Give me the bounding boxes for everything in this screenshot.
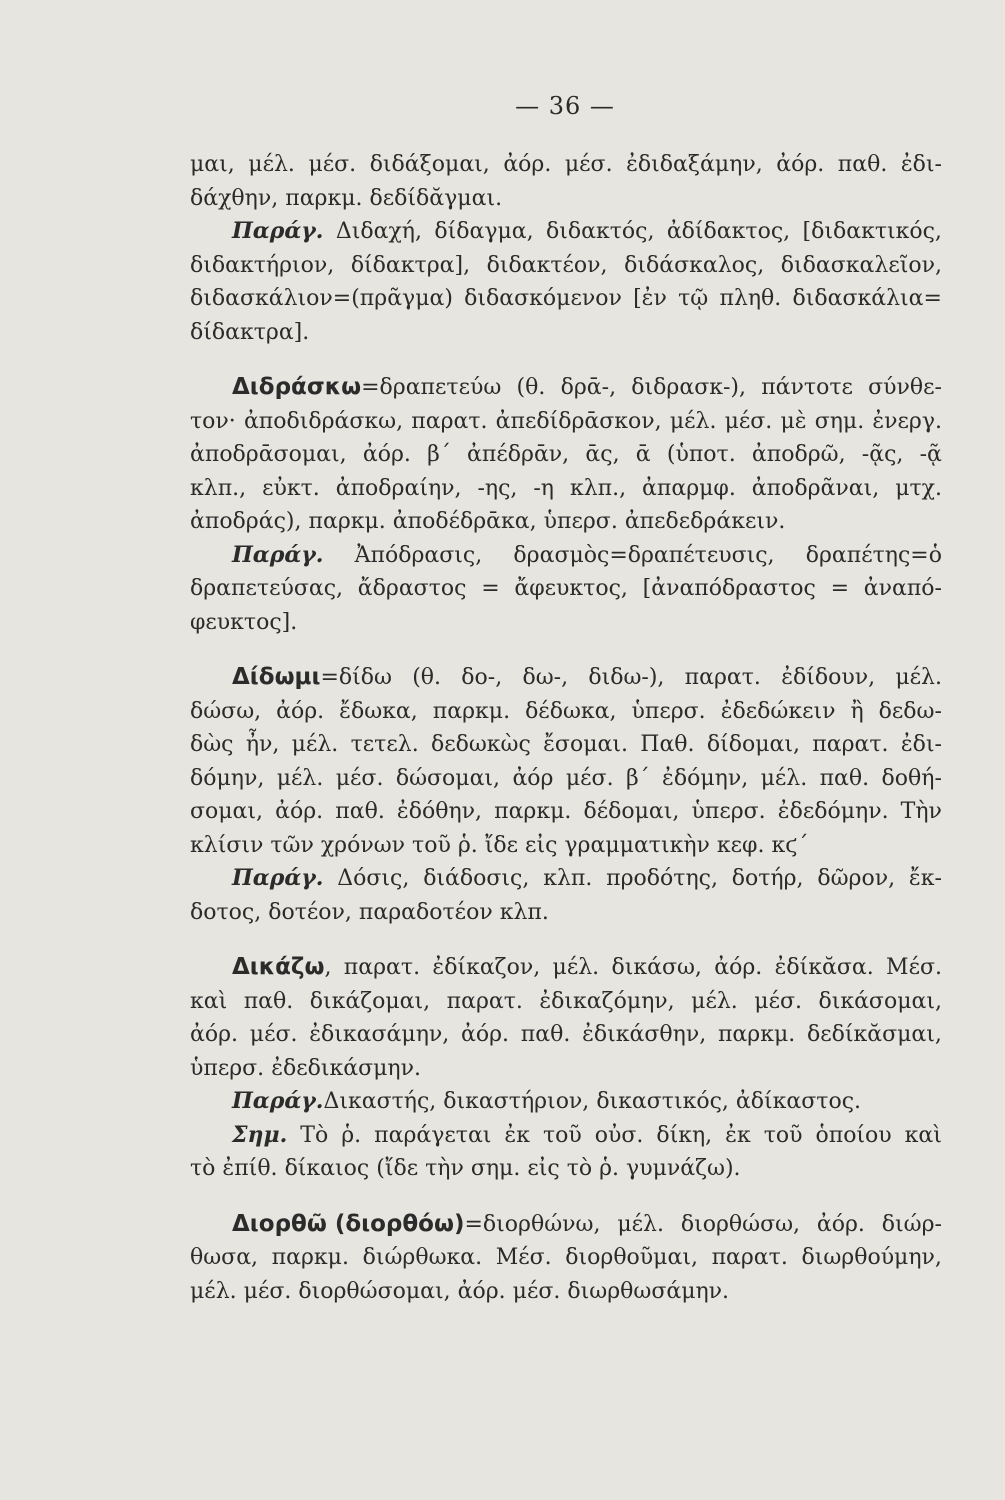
text-line	[190, 572, 942, 606]
word: ἀπέδρᾱν,	[467, 442, 570, 467]
word: σύνθε-	[868, 375, 942, 400]
word: διδρασκ-),	[631, 375, 746, 400]
word: οὐσ.	[594, 1122, 644, 1148]
word: ἐδίκαζον,	[432, 955, 541, 980]
word: =διορθώνω,	[464, 1211, 601, 1237]
text-line	[190, 438, 942, 472]
word: ἐνεργ.	[872, 408, 942, 434]
word: διωρθωσάμην.	[567, 1278, 730, 1304]
word: τοῦ	[412, 832, 451, 858]
word: παρκμ.	[285, 185, 363, 211]
word: παρκμ.	[717, 1022, 796, 1047]
word: δίκαιος	[284, 1156, 370, 1181]
word: μέσ.	[243, 1278, 292, 1304]
word: ὑπερσ.	[631, 698, 706, 724]
word: Τὸ	[300, 1122, 329, 1148]
text-line	[190, 316, 942, 350]
word: ἄφευκτος,	[514, 576, 628, 601]
word: μέσ.	[754, 988, 802, 1014]
word: ῥ.	[457, 832, 478, 858]
word: προδότης,	[606, 866, 718, 891]
word: ἐκ	[504, 1122, 530, 1148]
word: ἐδίδουν,	[781, 665, 876, 690]
word: δεδίκᾰσμαι,	[807, 1022, 942, 1047]
word: δώσομαι,	[395, 765, 501, 791]
word: ῥ.	[599, 1156, 620, 1181]
word: δρᾱ-,	[560, 375, 617, 400]
dictionary-entry	[190, 661, 942, 929]
word: σημ.	[814, 408, 865, 434]
word: παθ.	[819, 765, 870, 791]
word: διωρθούμην,	[801, 1245, 942, 1270]
word: διώρ-	[881, 1211, 942, 1237]
word: διδασκαλεῖον,	[780, 252, 942, 278]
line-lead	[232, 1119, 287, 1153]
line-lead	[232, 951, 331, 985]
word: ,	[324, 955, 332, 980]
dictionary-entry	[190, 371, 942, 639]
headword: Διορθῶ (διορθόω)	[232, 1210, 465, 1237]
section-keyword: Παράγ.	[232, 1088, 324, 1114]
word: εἰς	[525, 832, 558, 858]
text-line	[190, 728, 942, 762]
word: -η	[533, 475, 554, 501]
line-lead	[232, 215, 323, 249]
line-lead	[232, 862, 323, 896]
text-line	[190, 148, 942, 182]
word: μὲ	[780, 408, 807, 434]
word: =	[830, 576, 849, 601]
line-lead	[232, 539, 323, 573]
word: διορθώσομαι,	[298, 1278, 451, 1304]
word: τον·	[190, 408, 236, 434]
line-lead	[232, 1208, 600, 1242]
word: μέσ.	[335, 765, 384, 791]
word: μέσ.	[249, 1022, 298, 1047]
word: διώρθωκα.	[362, 1245, 483, 1270]
word: παρκμ.	[432, 698, 511, 724]
word: ἔσομαι.	[543, 732, 628, 757]
word: διδασκάλια=	[792, 286, 942, 311]
word: κλπ.,	[190, 475, 247, 501]
word: μέλ.	[669, 408, 717, 434]
word: δικάσομαι,	[818, 988, 942, 1014]
word: διδακτέον,	[486, 252, 608, 278]
word: ἀδίδακτος,	[666, 219, 791, 244]
word: δοθή-	[881, 765, 942, 791]
word: μέλ.	[617, 1211, 664, 1237]
word: ἀόρ.	[276, 698, 325, 724]
text-line	[190, 1152, 942, 1186]
word: δω-,	[522, 665, 569, 690]
word: διδάσκαλος,	[624, 252, 765, 278]
word: παθ.	[335, 799, 385, 824]
section-keyword: Παράγ.	[232, 218, 324, 244]
word: φευκτος].	[190, 609, 298, 635]
word: σημ.	[470, 1156, 521, 1181]
dictionary-entry	[190, 148, 942, 349]
word: θωσα,	[190, 1245, 259, 1270]
word: παθ.	[520, 1022, 571, 1047]
word: τοῦ	[763, 1122, 803, 1148]
text-line	[190, 182, 942, 216]
text-line	[190, 215, 942, 249]
word: ἐδόμην,	[662, 765, 749, 791]
text-line	[190, 1275, 942, 1309]
entry-spacer	[190, 639, 942, 661]
word: μέλ.	[190, 1278, 237, 1304]
word: ἴδε	[484, 832, 519, 858]
entry-spacer	[190, 1186, 942, 1208]
word: (θ.	[412, 665, 442, 690]
word: κλπ.,	[569, 475, 627, 501]
word: γραμματικὴν	[564, 832, 710, 858]
word: μέλ.	[760, 765, 808, 791]
word: εὐκτ.	[262, 475, 320, 501]
word: δοτήρ,	[731, 866, 804, 891]
word: ἔδωκα,	[339, 698, 418, 724]
word: ὑπερσ.	[190, 1055, 265, 1081]
word: ὑπερσ.	[543, 509, 618, 534]
word: ἦν,	[245, 732, 280, 757]
word: ἀποδρᾶναι,	[751, 475, 880, 501]
word: διδακτός,	[546, 219, 655, 244]
text-line	[190, 661, 942, 695]
word: ἀπεδεδράκειν.	[624, 509, 786, 534]
word: μέσ.	[512, 1278, 561, 1304]
word: δίκη,	[656, 1122, 713, 1148]
section-keyword: Σημ.	[232, 1121, 288, 1148]
word: μέλ.	[276, 765, 324, 791]
word: δεδω-	[878, 698, 942, 724]
word: διορθοῦμαι,	[565, 1245, 698, 1270]
word: ἐπίθ.	[222, 1156, 278, 1181]
page-body	[190, 148, 942, 1308]
word: παράγεται	[374, 1122, 492, 1148]
word: παρατ.	[812, 732, 889, 757]
word: Τὴν	[900, 799, 942, 824]
word: ἐδικαζόμην,	[539, 988, 675, 1014]
word: τῷ	[678, 286, 709, 311]
word: δεδωκὼς	[430, 732, 531, 757]
word: δώσω,	[190, 698, 262, 724]
word: διδω-),	[588, 665, 665, 690]
word: ἀπεδίδρᾱσκον,	[495, 408, 662, 434]
word: δικάσω,	[611, 955, 702, 980]
word: δρασμὸς=δραπέτευσις,	[513, 542, 775, 568]
word: τὸ	[566, 1156, 593, 1181]
word: μέλ.	[691, 988, 738, 1014]
word: [διδακτικός,	[802, 219, 942, 244]
word: ἔκ-	[908, 866, 942, 891]
word: παρκμ.	[271, 1245, 349, 1270]
text-line	[190, 896, 942, 930]
word: δικάζομαι,	[309, 988, 431, 1014]
headword: Δίδωμι	[232, 664, 321, 690]
word: παρκμ.	[494, 799, 572, 824]
word: μέλ.	[248, 152, 295, 177]
text-line	[190, 862, 942, 896]
word: -ᾷ	[919, 442, 942, 467]
word: δοτέον,	[268, 899, 352, 925]
word: τῶν	[270, 832, 314, 858]
word: εἰς	[527, 1156, 560, 1181]
word: δραπέτης=ὁ	[805, 542, 942, 568]
word: δικαστικός,	[596, 1089, 729, 1114]
word: β΄	[625, 765, 650, 791]
word: ἀποδιδράσκω,	[243, 408, 404, 434]
text-line	[190, 1052, 942, 1086]
word: ὁποίου	[815, 1122, 892, 1148]
text-line	[190, 282, 942, 316]
word: =δραπετεύω	[361, 375, 502, 400]
word: -ης,	[477, 475, 518, 501]
word: β΄	[427, 442, 451, 467]
word: παρατ.	[446, 988, 523, 1014]
word: ἀποδράς),	[190, 509, 302, 534]
text-line	[190, 405, 942, 439]
word: δραπετεύσας,	[190, 576, 344, 601]
word: ἀναπό-	[863, 576, 942, 601]
word: ῥ.	[341, 1122, 362, 1148]
word: διορθώσω,	[680, 1211, 801, 1237]
word: ἀόρ.	[275, 799, 324, 824]
word: παραδοτέον	[358, 899, 493, 925]
line-lead	[232, 371, 501, 405]
word: μέσ.	[564, 152, 613, 177]
word: ἀόρ	[512, 765, 554, 791]
word: Μέσ.	[886, 955, 942, 980]
word: μέλ.	[552, 955, 600, 980]
page-number: — 36 —	[515, 92, 615, 120]
word: δέδωκα,	[525, 698, 617, 724]
dictionary-entry	[190, 1208, 942, 1309]
word: ἐδόθην,	[396, 799, 483, 824]
word: δὼς	[190, 732, 234, 757]
line-lead	[232, 661, 392, 695]
word: διάδοσις,	[423, 866, 530, 891]
word: παρατ.	[411, 408, 488, 434]
word: Παθ.	[640, 732, 695, 757]
text-line	[190, 985, 942, 1019]
word: τὸ	[190, 1156, 216, 1181]
word: ἐδι-	[900, 152, 942, 177]
text-line	[190, 795, 942, 829]
word: ἐδι-	[900, 732, 942, 757]
word: τετελ.	[350, 732, 419, 757]
word: =δίδω	[320, 665, 392, 690]
word: ἐδίκᾰσα.	[774, 955, 874, 980]
word: κλπ.	[543, 866, 593, 891]
text-line	[190, 539, 942, 573]
dictionary-entry	[190, 951, 942, 1186]
text-line	[190, 695, 942, 729]
text-line	[190, 1241, 942, 1275]
headword: Διδράσκω	[232, 374, 362, 400]
word: ἀόρ.	[461, 1022, 510, 1047]
section-keyword: Παράγ.	[232, 865, 324, 891]
word: Μέσ.	[495, 1245, 552, 1270]
word: ἢ	[850, 698, 864, 724]
word: σομαι,	[190, 799, 264, 824]
word: παθ.	[243, 988, 294, 1014]
word: ἀόρ.	[503, 152, 552, 177]
word: δίδακτρα].	[190, 319, 310, 345]
word: παρατ.	[343, 955, 421, 980]
word: δικαστήριον,	[443, 1089, 590, 1114]
text-line	[190, 472, 942, 506]
word: δο-,	[461, 665, 503, 690]
word: [ἀναπόδραστος	[642, 576, 816, 601]
word: δοτος,	[190, 899, 262, 925]
entry-spacer	[190, 349, 942, 371]
word: ἐδεδόμην.	[777, 799, 889, 824]
text-line	[190, 606, 942, 640]
word: κεφ.	[716, 832, 765, 858]
word: μέσ.	[724, 408, 773, 434]
text-line	[190, 1119, 942, 1153]
word: ἀόρ.	[776, 152, 825, 177]
word: (ὑποτ.	[666, 442, 736, 467]
word: μτχ.	[895, 475, 942, 501]
word: ἀποδραίην,	[335, 475, 462, 501]
word: ἀόρ.	[714, 955, 763, 980]
word: κϛ΄	[771, 832, 809, 858]
word: δεδίδᾰγμαι.	[369, 185, 503, 211]
word: τοῦ	[542, 1122, 582, 1148]
word: τὴν	[425, 1156, 464, 1181]
word: παθ.	[837, 152, 888, 177]
section-keyword: Παράγ.	[232, 541, 324, 568]
word: παρατ.	[684, 665, 761, 690]
word: διδασκόμενον	[464, 286, 622, 311]
word: ἀποδρῶ,	[751, 442, 846, 467]
word: ἐδιδαξάμην,	[626, 152, 763, 177]
word: μέσ.	[565, 765, 614, 791]
word: ἐκ	[725, 1122, 751, 1148]
word: μέλ.	[291, 732, 339, 757]
word: κλπ.	[499, 899, 549, 925]
text-line	[190, 1085, 942, 1119]
word: μέλ.	[895, 665, 942, 690]
word: (ἴδε	[376, 1156, 419, 1181]
word: πάντοτε	[761, 375, 853, 400]
word: -ᾷς,	[861, 442, 904, 467]
text-line	[190, 249, 942, 283]
word: δίδαγμα,	[434, 219, 534, 244]
word: ἄδραστος	[357, 576, 467, 601]
word: ἀόρ.	[362, 442, 411, 467]
word: δίδομαι,	[706, 732, 800, 757]
entry-spacer	[190, 929, 942, 951]
word: (θ.	[516, 375, 546, 400]
word: μέσ.	[308, 152, 357, 177]
word: ἐδεδικάσμην.	[271, 1055, 421, 1081]
word: κλίσιν	[190, 832, 264, 858]
line-lead	[232, 1085, 323, 1119]
text-line	[190, 371, 942, 405]
word: δόμην,	[190, 765, 265, 791]
word: =	[481, 576, 500, 601]
word: διδακτήριον,	[190, 252, 335, 278]
word: ᾱς,	[585, 442, 620, 467]
text-line	[190, 829, 942, 863]
text-line	[190, 1208, 942, 1242]
word: ἀόρ.	[457, 1278, 506, 1304]
word: δῶρον,	[817, 866, 896, 891]
text-line	[190, 1018, 942, 1052]
text-line	[190, 505, 942, 539]
word: ἀόρ.	[190, 1022, 239, 1047]
word: διδασκάλιον=(πρᾶγμα)	[190, 286, 453, 311]
word: ἀπαρμφ.	[642, 475, 736, 501]
word: Δόσις,	[337, 866, 410, 891]
headword: Δικάζω	[232, 954, 325, 980]
word: μαι,	[190, 152, 235, 177]
word: γυμνάζω).	[626, 1156, 741, 1181]
word: Ἀπόδρασις,	[354, 542, 483, 568]
word: παρατ.	[711, 1245, 788, 1270]
word: δέδομαι,	[583, 799, 680, 824]
text-line	[190, 951, 942, 985]
word: ὑπερσ.	[691, 799, 766, 824]
word: ἀδίκαστος.	[735, 1089, 862, 1114]
word: [ἐν	[633, 286, 667, 311]
word: ἀποδρᾱσομαι,	[190, 442, 347, 467]
word: ἀποδέδρᾱκα,	[392, 509, 537, 534]
word: καὶ	[190, 988, 228, 1014]
word: χρόνων	[320, 832, 406, 858]
word: πληθ.	[719, 286, 782, 311]
word: διδάξομαι,	[369, 152, 490, 177]
word: ἐδικασάμην,	[309, 1022, 450, 1047]
word: ᾱ	[635, 442, 651, 467]
word: Διδαχή,	[335, 219, 422, 244]
text-line	[190, 762, 942, 796]
word: παρκμ.	[308, 509, 386, 534]
word: ἐδικάσθην,	[582, 1022, 707, 1047]
word: Δικαστής,	[323, 1089, 437, 1114]
word: ἀόρ.	[816, 1211, 865, 1237]
word: δάχθην,	[190, 185, 279, 211]
word: ἐδεδώκειν	[720, 698, 836, 724]
word: καὶ	[904, 1122, 942, 1148]
word: δίδακτρα],	[350, 252, 471, 278]
